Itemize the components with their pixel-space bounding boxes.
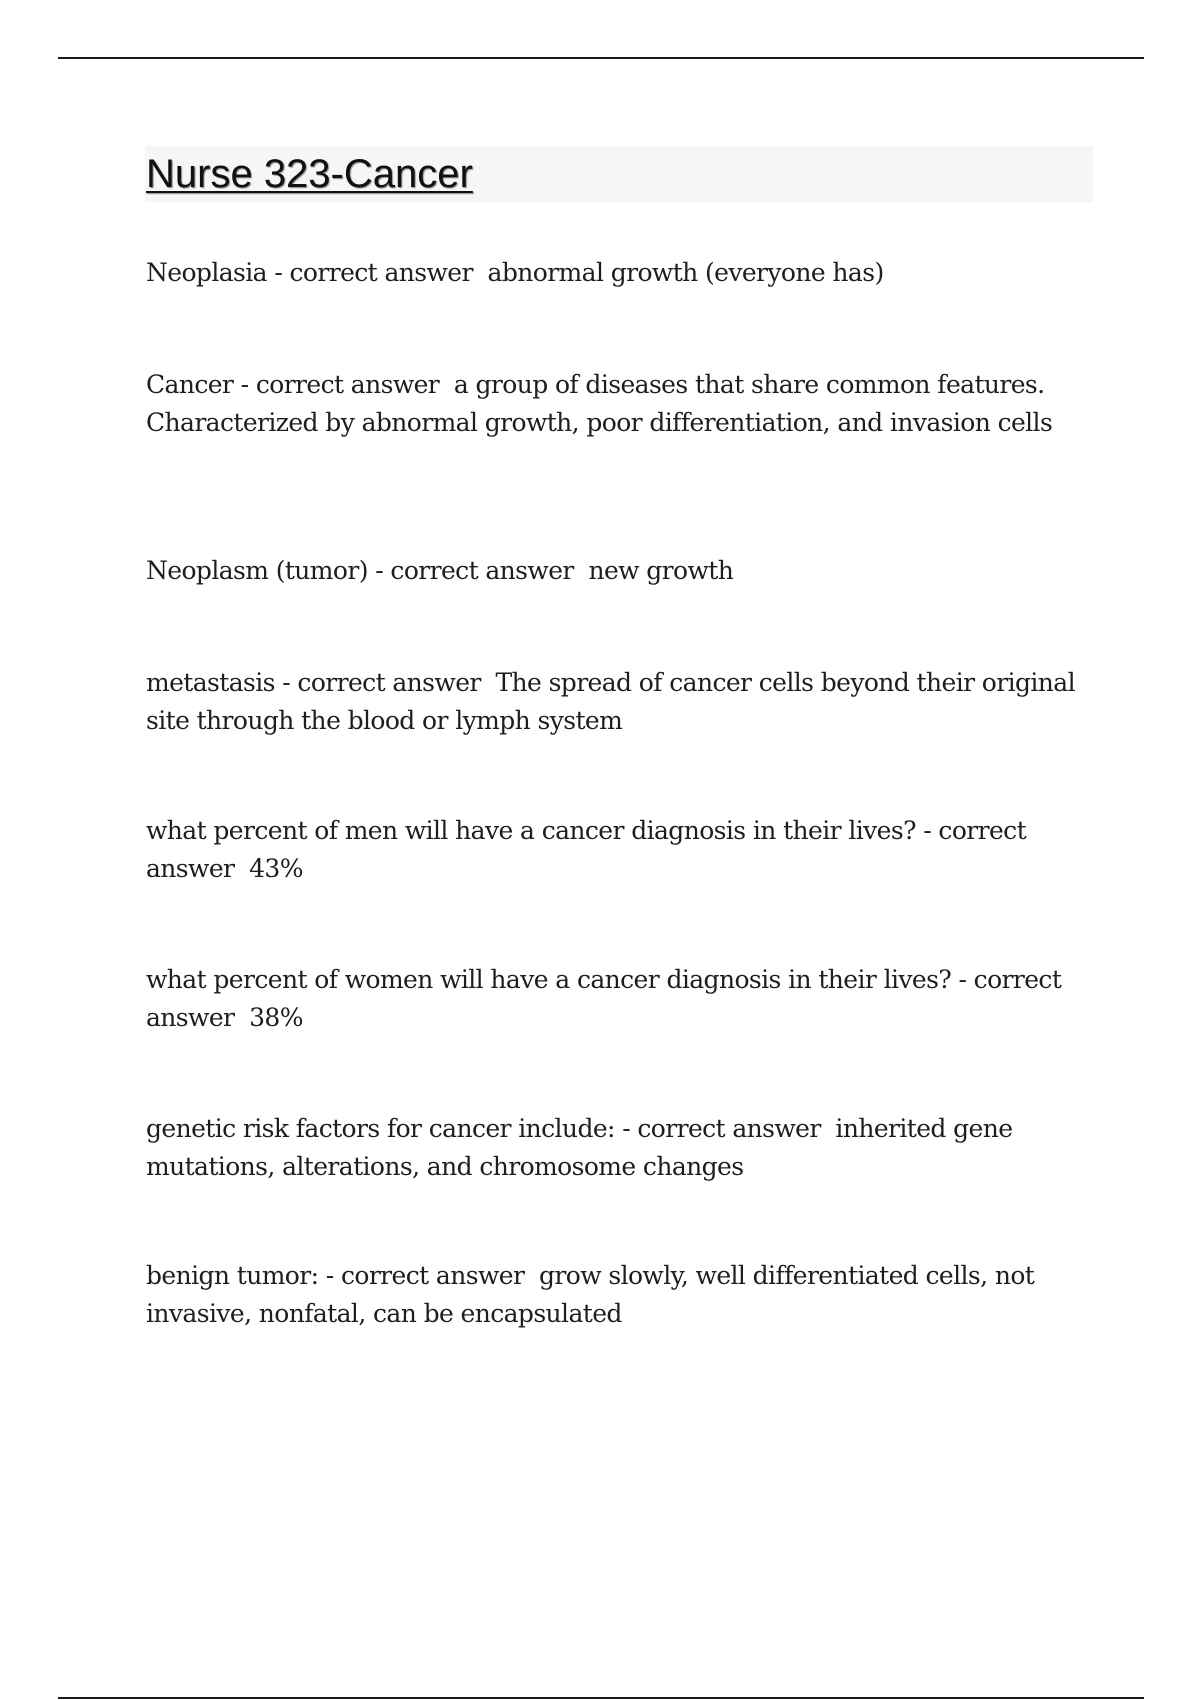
card-answer: 43% <box>249 854 303 883</box>
bottom-rule <box>58 1697 1144 1699</box>
card-term: what percent of men will have a cancer diagnosis in their lives? <box>146 816 916 845</box>
card-separator: - correct answer <box>233 370 454 399</box>
card-term: genetic risk factors for cancer include: <box>146 1114 615 1143</box>
card-answer: grow slowly, well differentiated cells, not invasive, nonfatal, can be encapsulated <box>146 1261 1042 1328</box>
card-separator: - correct answer <box>266 258 488 287</box>
flashcard-4 <box>146 664 1096 740</box>
card-separator: - correct answer <box>146 965 1069 1032</box>
card-separator: - correct answer <box>318 1261 539 1290</box>
card-separator: - correct answer <box>614 1114 836 1143</box>
card-separator: - correct answer <box>367 556 589 585</box>
card-term: Neoplasia <box>146 258 267 287</box>
card-answer: inherited gene mutations, alterations, and chromosome changes <box>146 1114 1020 1181</box>
card-term: metastasis <box>146 668 275 697</box>
top-rule <box>58 57 1144 59</box>
card-answer: a group of diseases that share common features. Characterized by abnormal growth, poor differentiation, and invasion cells <box>146 370 1053 437</box>
card-term: what percent of women will have a cancer diagnosis in their lives? <box>146 965 952 994</box>
flashcard-5 <box>146 812 1096 888</box>
card-separator: - correct answer <box>146 816 1034 883</box>
card-term: Cancer <box>146 370 234 399</box>
flashcard-3 <box>146 552 1096 590</box>
card-term: Neoplasm (tumor) <box>146 556 368 585</box>
flashcard-7 <box>146 1110 1096 1186</box>
card-answer: 38% <box>249 1003 303 1032</box>
flashcard-8 <box>146 1257 1096 1333</box>
card-answer: The spread of cancer cells beyond their original site through the blood or lymph system <box>146 668 1083 735</box>
card-answer: abnormal growth (everyone has) <box>487 258 884 287</box>
card-separator: - correct answer <box>274 668 496 697</box>
card-term: benign tumor: <box>146 1261 319 1290</box>
flashcard-2 <box>146 366 1096 442</box>
flashcard-6 <box>146 961 1096 1037</box>
document-title: Nurse 323-Cancer <box>146 152 473 196</box>
flashcard-1 <box>146 254 1096 292</box>
card-answer: new growth <box>588 556 734 585</box>
